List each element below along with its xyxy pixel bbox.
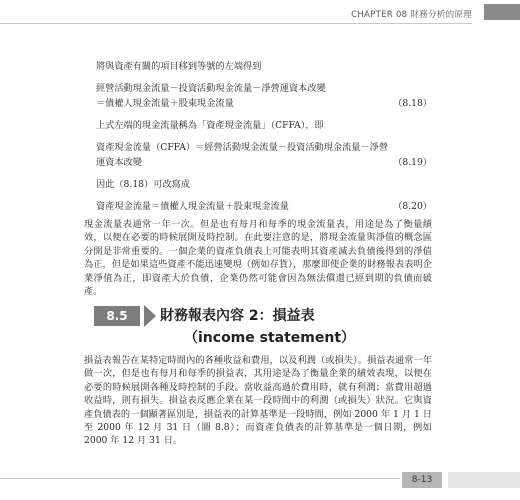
text-line: 資產現金流量＝債權人現金流量＋股東現金流量 xyxy=(96,201,289,212)
paragraph-cash-flow: 現金流量表通常一年一次。但是也有每月和每季的現金流量表，用途是為了衡量績效，以便在必要的時候展開及時控制。在此要注意的是，將現金流量與淨值的概念區分開是非常重要的。一個企業的資產負債表上可能表明其資產減去負債後得到的淨值為正，但是如果這些資產不能迅速變現（例如存貨），那麼即使企業的財務報表表明企業淨值為正，即資產大於負債，企業仍然可能會因為無法償還已經到期的負債而破產。 xyxy=(84,219,432,298)
text-line: 上式左端的現金流量稱為「資產現金流量」（CFFA），即 xyxy=(96,120,324,131)
equation-number: （8.19） xyxy=(393,157,432,168)
text-line: 資產現金流量（CFFA）＝經營活動現金流量－投資活動現金流量－淨營 xyxy=(96,142,389,153)
section-title: 財務報表內容 2：損益表 xyxy=(160,308,315,324)
footer-bar xyxy=(448,472,520,488)
text-line: 經營活動現金流量－投資活動現金流量－淨營運資本改變 xyxy=(96,83,326,94)
paragraph-container xyxy=(84,218,432,298)
chapter-title: 財務分析的原理 xyxy=(410,10,472,20)
chapter-label: CHAPTER 08 xyxy=(351,10,408,20)
text-line: 將與資產有關的項目移到等號的左端得到 xyxy=(96,61,262,72)
paragraph-container xyxy=(84,354,432,464)
running-header xyxy=(351,8,472,20)
text-line: 因此（8.18）可改寫成 xyxy=(96,179,190,190)
header-divider xyxy=(0,23,472,24)
text-line: ＝債權人現金流量＋股東現金流量 xyxy=(96,98,234,109)
section-number-badge: 8.5 xyxy=(94,306,140,326)
equation-number: （8.18） xyxy=(393,98,432,109)
paragraph-income-statement: 損益表報告在某特定時間內的各種收益和費用，以及利潤（或損失）。損益表通常一年做一次，但是也有每月和每季的損益表，其用途是為了衡量企業的績效表現，以便在必要的時候展開各種及時控制的手段。當收益高過於費用時，就有利潤；當費用超過收益時，則有損失。損益表反應企業在某一段時間中的利潤（或損失）狀況。它與資產負債表的一個顯著區別是，損益表的計算基準是一段時間，例如 2000 年 1 月 1 日至 2000 年 12 月 31 日（圖 8.8）；而資產負債表的計算基準是一個日期，例如 2000 年 12 月 31 日。 xyxy=(84,355,432,447)
equations-block xyxy=(96,60,432,212)
text-line: 運資本改變 xyxy=(96,157,142,168)
header-tab xyxy=(484,4,520,20)
section-subtitle: （income statement） xyxy=(184,330,356,346)
page-number: 8-13 xyxy=(402,472,442,488)
section-arrow-icon xyxy=(144,305,156,327)
equation-number: （8.20） xyxy=(393,201,432,212)
footer-divider xyxy=(0,478,400,479)
page-header xyxy=(0,0,520,26)
